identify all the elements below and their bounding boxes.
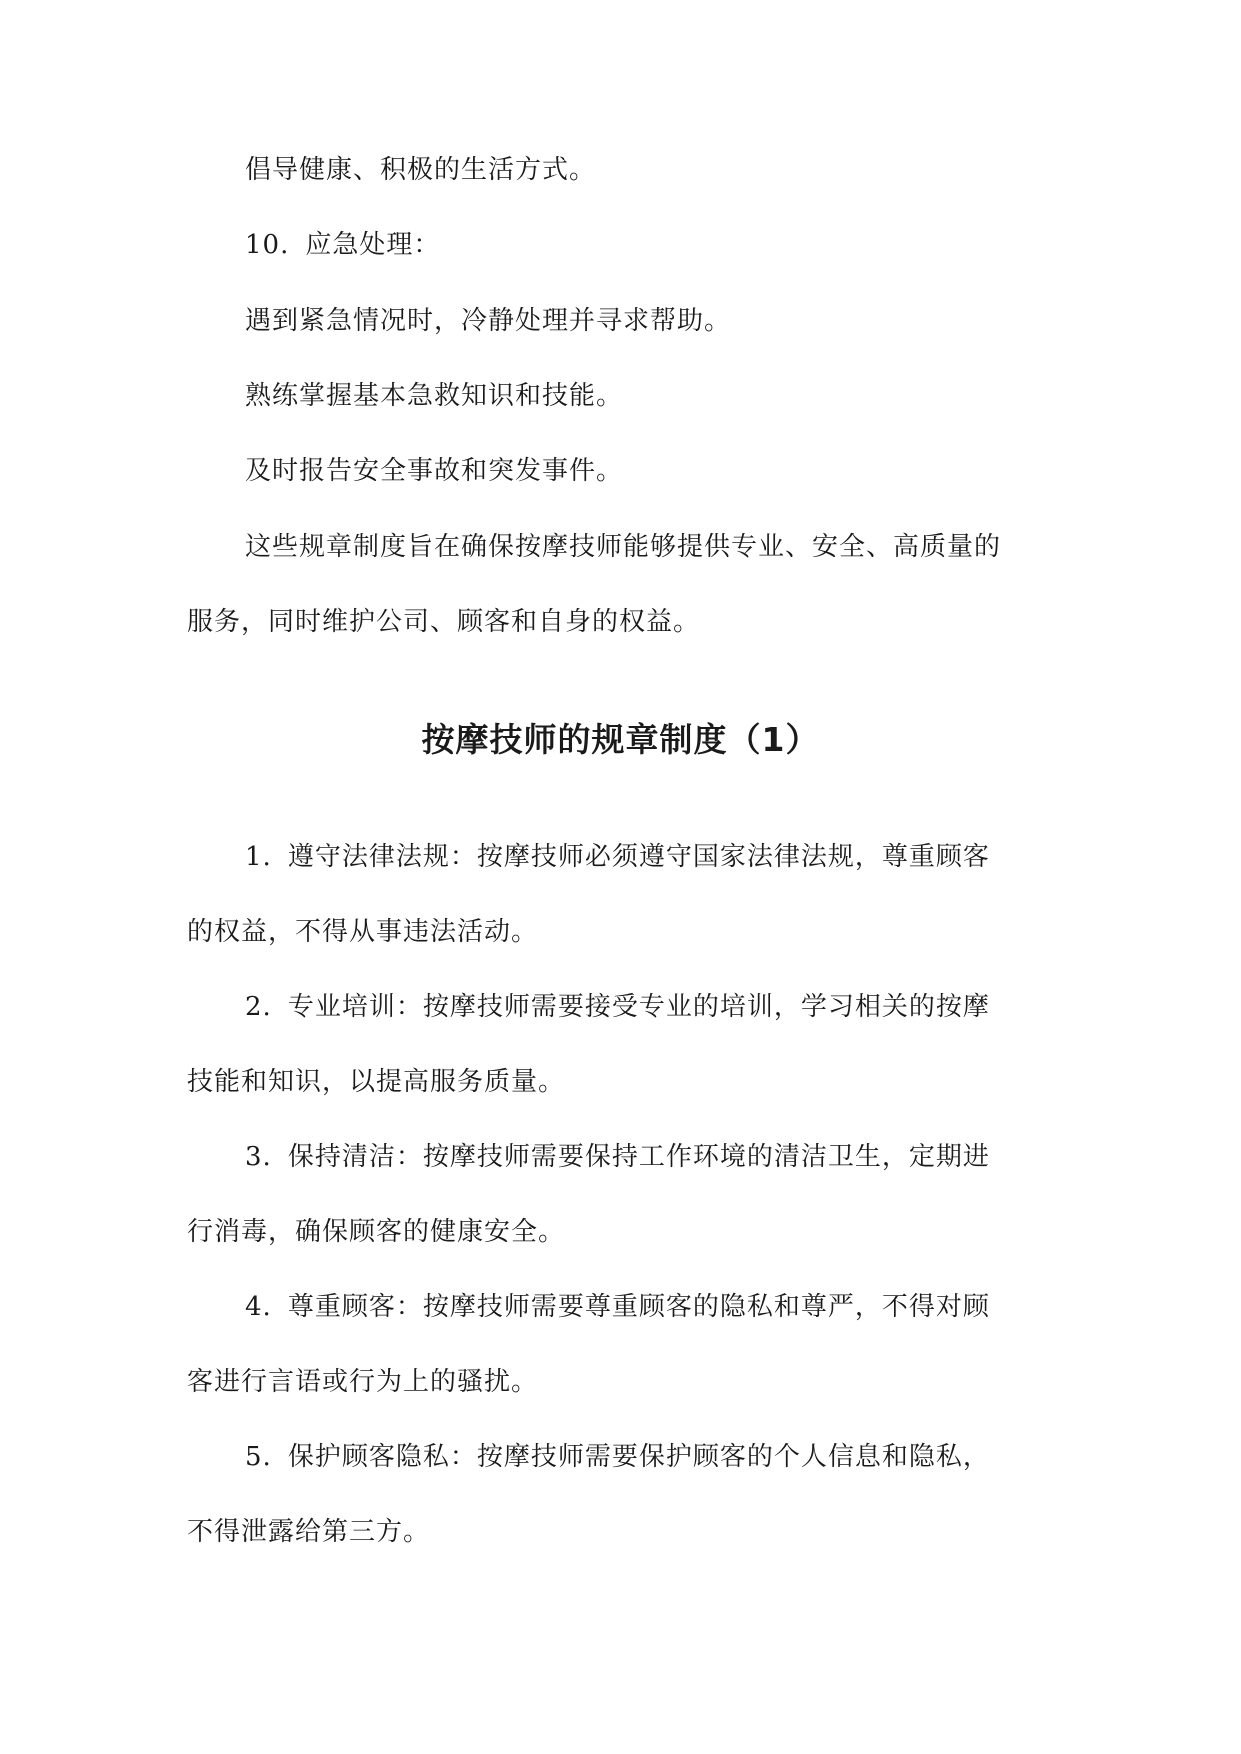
list-item-text: 尊重顾客：按摩技师需要尊重顾客的隐私和尊严，不得对顾 <box>287 1292 990 1322</box>
list-item-text: 保护顾客隐私：按摩技师需要保护顾客的个人信息和隐私， <box>287 1442 990 1472</box>
list-item-number: 2. <box>245 992 272 1022</box>
section-title: 按摩技师的规章制度（1） <box>421 720 820 759</box>
list-item-title: 应急处理： <box>305 230 441 260</box>
list-item-text: 遵守法律法规：按摩技师必须遵守国家法律法规，尊重顾客 <box>287 842 990 872</box>
list-item-continuation: 行消毒，确保顾客的健康安全。 <box>187 1217 566 1247</box>
list-item <box>245 1139 990 1175</box>
paragraph-line: 遇到紧急情况时，冷静处理并寻求帮助。 <box>245 306 732 336</box>
paragraph-line: 服务，同时维护公司、顾客和自身的权益。 <box>187 607 701 637</box>
list-item-continuation: 技能和知识，以提高服务质量。 <box>187 1067 566 1097</box>
paragraph-line: 熟练掌握基本急救知识和技能。 <box>245 381 624 411</box>
list-item <box>245 839 990 875</box>
list-item-heading <box>245 227 440 263</box>
list-item-number: 5. <box>245 1442 272 1472</box>
list-item <box>245 1439 990 1475</box>
list-item-continuation: 客进行言语或行为上的骚扰。 <box>187 1367 539 1397</box>
paragraph-line: 及时报告安全事故和突发事件。 <box>245 456 624 486</box>
list-item-number: 1. <box>245 842 272 872</box>
list-item-number: 4. <box>245 1292 272 1322</box>
list-item <box>245 1289 990 1325</box>
list-item-continuation: 的权益，不得从事违法活动。 <box>187 917 539 947</box>
paragraph-line: 倡导健康、积极的生活方式。 <box>245 155 597 185</box>
list-item-continuation: 不得泄露给第三方。 <box>187 1517 431 1547</box>
list-item <box>245 989 990 1025</box>
list-item-text: 专业培训：按摩技师需要接受专业的培训，学习相关的按摩 <box>287 992 990 1022</box>
list-item-number: 3. <box>245 1142 272 1172</box>
list-item-text: 保持清洁：按摩技师需要保持工作环境的清洁卫生，定期进 <box>287 1142 990 1172</box>
list-item-number: 10. <box>245 230 290 260</box>
paragraph-line: 这些规章制度旨在确保按摩技师能够提供专业、安全、高质量的 <box>245 532 1002 562</box>
